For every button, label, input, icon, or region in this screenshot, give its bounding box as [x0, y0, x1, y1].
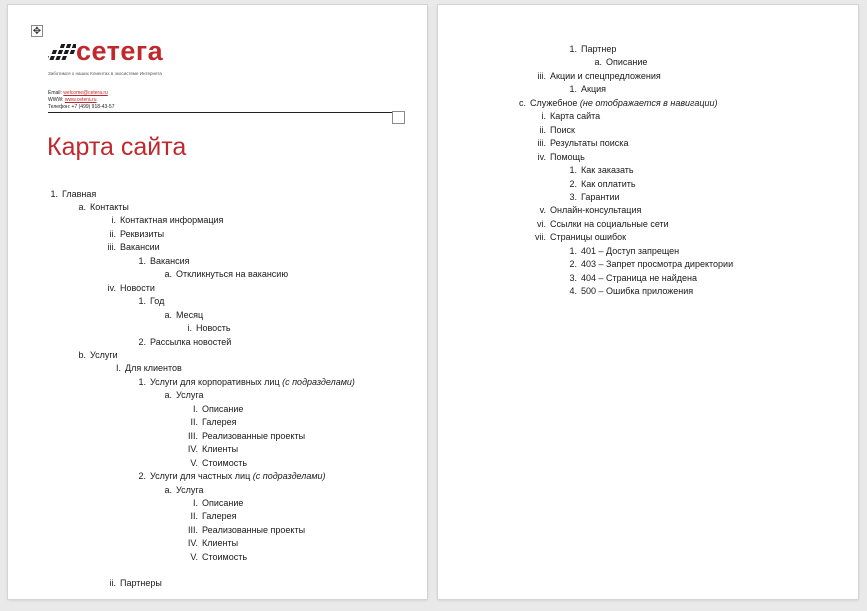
email-line — [48, 90, 114, 97]
list-marker: 4. — [569, 286, 577, 296]
email-link[interactable]: welcome@cetera.ru — [63, 90, 108, 96]
email-label: Email: — [48, 90, 62, 96]
list-item-text: 403 – Запрет просмотра директории — [581, 259, 734, 269]
list-item-text: Месяц — [176, 310, 204, 320]
list-marker: 2. — [138, 471, 146, 481]
list-item-text: Онлайн-консультация — [550, 205, 642, 215]
list-marker: ii. — [109, 229, 116, 239]
contact-block — [48, 90, 114, 111]
list-marker: ii. — [539, 125, 546, 135]
list-item-text: Карта сайта — [550, 111, 601, 121]
list-item-text: Акция — [581, 84, 606, 94]
list-marker: a. — [164, 310, 172, 320]
list-item-text: Галерея — [202, 417, 237, 427]
list-item-text: 401 – Доступ запрещен — [581, 246, 680, 256]
list-marker: a. — [164, 485, 172, 495]
list-marker: 1. — [569, 165, 577, 175]
list-marker: c. — [518, 98, 526, 108]
list-item-text: Услуги для частных лиц (с подразделами) — [150, 471, 326, 481]
list-item-text: Ссылки на социальные сети — [550, 219, 669, 229]
list-item-text: Услуга — [176, 485, 204, 495]
list-item-text: Новость — [196, 323, 231, 333]
list-marker: 1. — [569, 44, 577, 54]
phone-label: Телефон: — [48, 104, 71, 110]
list-item-text: Партнеры — [120, 578, 162, 588]
list-marker: I. — [115, 363, 121, 373]
list-item-text: Контактная информация — [120, 215, 224, 225]
list-marker: 2. — [569, 259, 577, 269]
list-item-text: 404 – Страница не найдена — [581, 273, 698, 283]
list-item-text: Поиск — [550, 125, 575, 135]
list-item-text: Стоимость — [202, 552, 248, 562]
list-marker: 1. — [50, 189, 58, 199]
phone-line — [48, 104, 114, 111]
www-label: WWW: — [48, 97, 64, 103]
list-marker: III. — [187, 525, 198, 535]
list-item-text: Реализованные проекты — [202, 431, 306, 441]
table-move-handle-icon[interactable]: ✥ — [32, 26, 42, 37]
list-marker: V. — [190, 458, 198, 468]
phone-value: +7 (499) 918-43-57 — [71, 104, 115, 110]
list-marker: iii. — [537, 138, 546, 148]
list-item-text: Главная — [62, 189, 97, 199]
list-item-text: Клиенты — [202, 538, 239, 548]
list-marker: a. — [594, 57, 602, 67]
list-marker: I. — [192, 498, 198, 508]
list-marker: b. — [78, 350, 86, 360]
list-marker: i. — [187, 323, 192, 333]
document-page-2[interactable] — [438, 5, 858, 599]
list-marker: vi. — [537, 219, 546, 229]
list-marker: III. — [187, 431, 198, 441]
list-item-text: Партнер — [581, 44, 617, 54]
logo-mark-icon — [48, 42, 76, 66]
list-item-text: Услуги — [90, 350, 118, 360]
list-item-text: Как оплатить — [581, 179, 636, 189]
list-item-text: Описание — [202, 498, 244, 508]
list-marker: iv. — [107, 283, 116, 293]
list-item-text: Вакансии — [120, 242, 160, 252]
list-item-text: Стоимость — [202, 458, 248, 468]
list-item-text: Новости — [120, 283, 155, 293]
logo-text: cетега — [76, 36, 164, 66]
list-marker: iii. — [537, 71, 546, 81]
list-marker: II. — [190, 511, 198, 521]
document-page-1[interactable] — [8, 5, 427, 599]
list-marker: vii. — [535, 232, 546, 242]
list-item-text: Услуги для корпоративных лиц (с подразделами) — [150, 377, 355, 387]
page-title: Карта сайта — [47, 133, 187, 161]
list-marker: V. — [190, 552, 198, 562]
list-item-text: Описание — [606, 57, 648, 67]
list-marker: II. — [190, 417, 198, 427]
list-marker: 1. — [138, 296, 146, 306]
list-item-text: Для клиентов — [125, 363, 182, 373]
list-marker: 3. — [569, 273, 577, 283]
list-item-note: (с подразделами) — [252, 471, 326, 481]
list-marker: ii. — [109, 578, 116, 588]
www-link[interactable]: www.cetera.ru — [64, 97, 97, 103]
list-item-text: Акции и спецпредложения — [550, 71, 661, 81]
list-item-text: Год — [150, 296, 165, 306]
list-marker: I. — [192, 404, 198, 414]
list-item-text: 500 – Ошибка приложения — [581, 286, 694, 296]
list-item-text: Описание — [202, 404, 244, 414]
list-marker: a. — [78, 202, 86, 212]
list-marker: iii. — [107, 242, 116, 252]
list-item-text: Вакансия — [150, 256, 190, 266]
list-item-text: Результаты поиска — [550, 138, 629, 148]
list-item-text: Контакты — [90, 202, 129, 212]
list-item-text: Клиенты — [202, 444, 239, 454]
list-marker: 2. — [138, 337, 146, 347]
www-line — [48, 97, 114, 104]
list-marker: a. — [164, 390, 172, 400]
list-item-text: Рассылка новостей — [150, 337, 232, 347]
list-marker: iv. — [537, 152, 546, 162]
list-item-text: Откликнуться на вакансию — [176, 269, 289, 279]
company-tagline: Заботимся о наших Клиентах в экосистеме Интернета — [48, 71, 162, 76]
list-item-text: Как заказать — [581, 165, 634, 175]
list-marker: a. — [164, 269, 172, 279]
list-item-note: (с подразделами) — [282, 377, 355, 387]
list-marker: 3. — [569, 192, 577, 202]
list-item-text: Служебное (не отображается в навигации) — [530, 98, 718, 108]
list-item-text: Реализованные проекты — [202, 525, 306, 535]
list-marker: 2. — [569, 179, 577, 189]
list-marker: i. — [541, 111, 546, 121]
list-marker: i. — [111, 215, 116, 225]
list-marker: 1. — [569, 246, 577, 256]
list-item-text: Галерея — [202, 511, 237, 521]
list-item-text: Гарантии — [581, 192, 620, 202]
header-divider — [48, 112, 392, 113]
list-marker: 1. — [138, 377, 146, 387]
list-item-text: Реквизиты — [120, 229, 165, 239]
list-marker: v. — [539, 205, 546, 215]
list-marker: IV. — [187, 538, 198, 548]
list-marker: 1. — [569, 84, 577, 94]
list-item-text: Страницы ошибок — [550, 232, 627, 242]
list-item-text: Услуга — [176, 390, 204, 400]
list-item-note: (не отображается в навигации) — [579, 98, 718, 108]
table-resize-handle[interactable] — [392, 111, 405, 124]
list-marker: 1. — [138, 256, 146, 266]
list-item-text: Помощь — [550, 152, 585, 162]
list-marker: IV. — [187, 444, 198, 454]
